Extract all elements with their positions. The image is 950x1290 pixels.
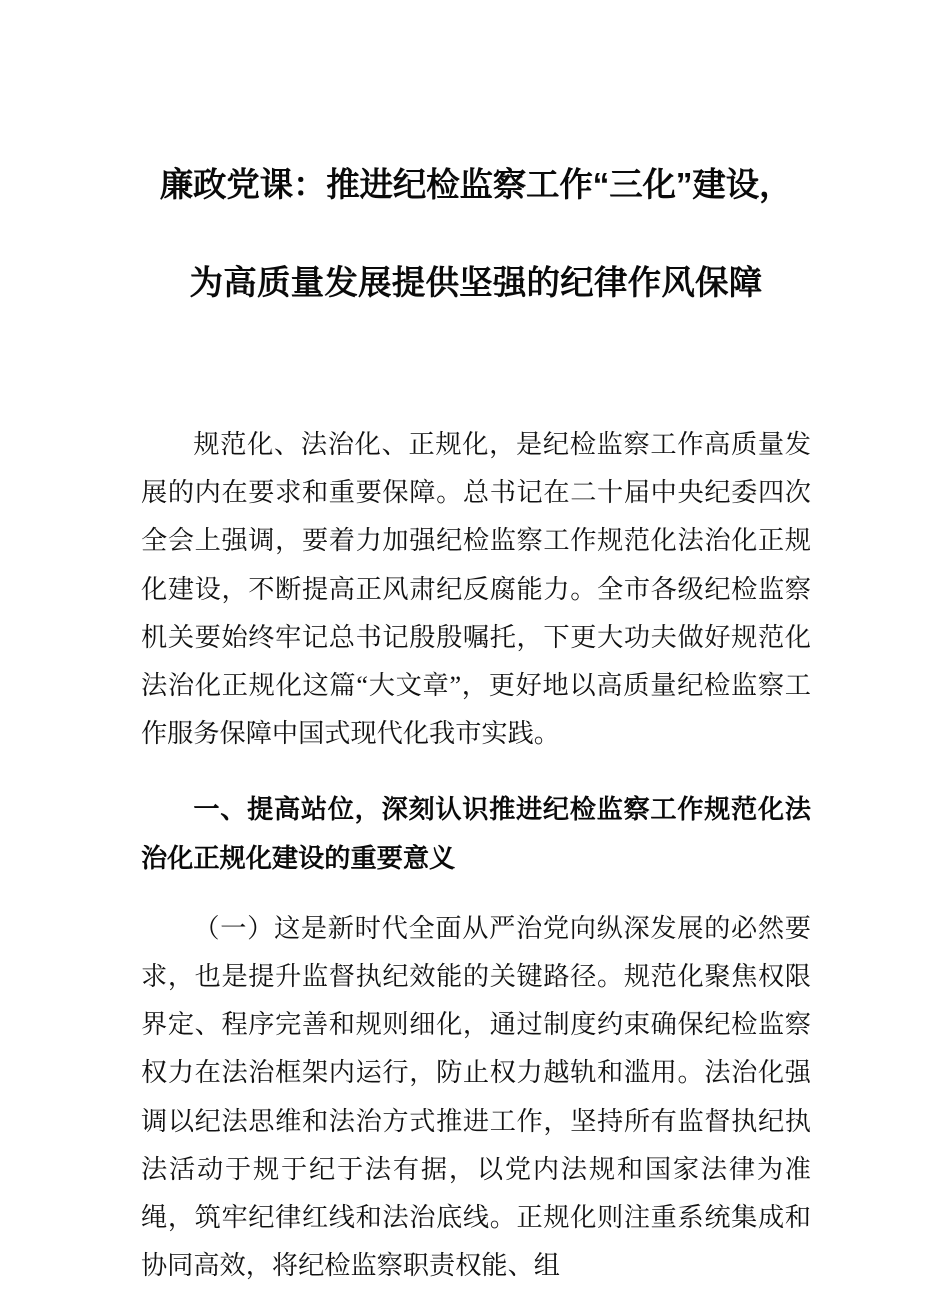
page-title xyxy=(141,0,811,357)
page-title-line-1: 廉政党课：推进纪检监察工作“三化”建设， xyxy=(159,167,793,204)
section-heading-one: 一、提高站位，深刻认识推进纪检监察工作规范化法治化正规化建设的重要意义 xyxy=(141,794,811,873)
subsection-paragraph-one: （一）这是新时代全面从严治党向纵深发展的必然要求，也是提升监督执纪效能的关键路径。规范化聚焦权限界定、程序完善和规则细化，通过制度约束确保纪检监察权力在法治框架内运行，防止权力越轨和滥用。法治化强调以纪法思维和法治方式推进工作，坚持所有监督执纪执法活动于规于纪于法有据，以党内法规和国家法律为准绳，筑牢纪律红线和法治底线。正规化则注重系统集成和协同高效，将纪检监察职责权能、组 xyxy=(141,913,811,1281)
document-content-column xyxy=(141,0,811,1290)
page-title-line-2: 为高质量发展提供坚强的纪律作风保障 xyxy=(189,265,763,302)
intro-paragraph: 规范化、法治化、正规化，是纪检监察工作高质量发展的内在要求和重要保障。总书记在二十届中央纪委四次全会上强调，要着力加强纪检监察工作规范化法治化正规化建设，不断提高正风肃纪反腐能力。全市各级纪检监察机关要始终牢记总书记殷殷嘱托，下更大功夫做好规范化法治化正规化这篇“大文章”，更好地以高质量纪检监察工作服务保障中国式现代化我市实践。 xyxy=(141,430,811,749)
